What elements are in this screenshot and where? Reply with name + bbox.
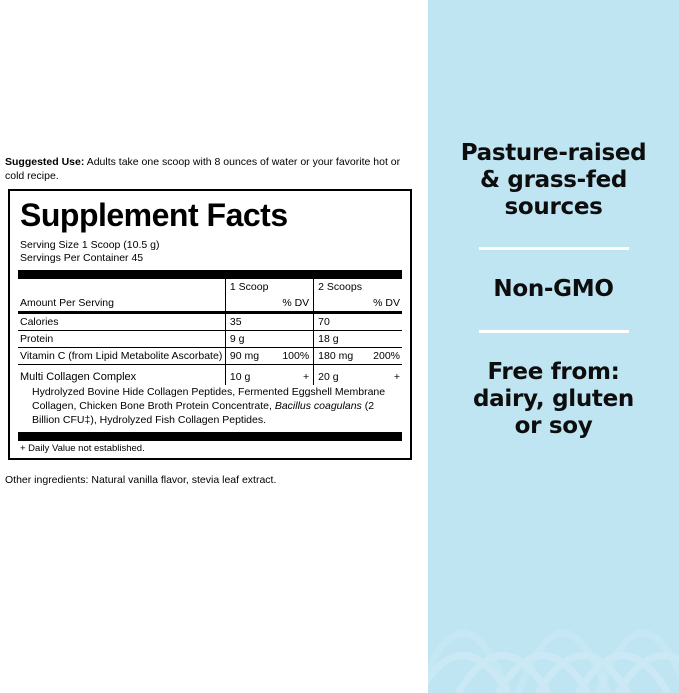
nutrient-dv-scoop1 bbox=[275, 330, 313, 347]
claim-3-line-1: Free from: bbox=[487, 358, 620, 385]
serving-size: Serving Size 1 Scoop (10.5 g) bbox=[20, 238, 160, 251]
empty-header-cell bbox=[18, 279, 225, 295]
claim-3-line-3: or soy bbox=[514, 412, 593, 439]
nutrient-name: Vitamin C (from Lipid Metabolite Ascorbate) bbox=[18, 347, 225, 364]
nutrient-dv-scoop1: 100% bbox=[275, 347, 313, 364]
claim-free-from bbox=[428, 359, 679, 440]
claims-divider-2 bbox=[479, 330, 629, 333]
scoop1-dv-header: % DV bbox=[275, 295, 313, 313]
table-scoop-header-row bbox=[18, 279, 402, 295]
divider-thick-bottom bbox=[18, 432, 402, 441]
nutrient-dv-scoop2: 200% bbox=[364, 347, 402, 364]
complex-ingredients-part1: Hydrolyzed Bovine Hide Collagen Peptides, Fermented Eggshell Membrane Collagen, Chicken Bone Broth Protein Concentrate, bbox=[32, 385, 386, 413]
nutrient-amount-scoop1: 90 mg bbox=[225, 347, 275, 364]
nutrient-dv-scoop1 bbox=[275, 312, 313, 330]
claims-content bbox=[428, 0, 679, 440]
complex-amount-scoop2: 20 g bbox=[314, 364, 364, 385]
claim-1-line-2: & grass-fed bbox=[479, 167, 628, 194]
claim-3-line-2: dairy, gluten bbox=[473, 385, 634, 412]
nutrient-name: Protein bbox=[18, 330, 225, 347]
daily-value-footnote: + Daily Value not established. bbox=[20, 443, 145, 455]
claim-non-gmo bbox=[428, 276, 679, 303]
claim-2-line-1: Non-GMO bbox=[493, 276, 614, 303]
scoop2-dv-header: % DV bbox=[364, 295, 402, 313]
scoop1-amount-header bbox=[225, 295, 275, 313]
servings-per-container: Servings Per Container 45 bbox=[20, 252, 144, 265]
nutrient-amount-scoop1: 35 bbox=[225, 312, 275, 330]
nutrition-table bbox=[18, 279, 402, 385]
nutrient-amount-scoop2: 18 g bbox=[314, 330, 364, 347]
supplement-facts-box bbox=[8, 189, 412, 460]
table-row bbox=[18, 312, 402, 330]
nutrient-amount-scoop2: 70 bbox=[314, 312, 364, 330]
decorative-wave-pattern bbox=[428, 573, 679, 693]
suggested-use-text bbox=[5, 155, 405, 183]
complex-ingredients-italic: Bacillus coagulans bbox=[274, 400, 362, 413]
nutrient-dv-scoop2 bbox=[364, 330, 402, 347]
nutrient-name: Calories bbox=[18, 312, 225, 330]
claims-panel bbox=[428, 0, 679, 693]
complex-dv-scoop2: + bbox=[393, 370, 400, 383]
nutrient-amount-scoop1: 9 g bbox=[225, 330, 275, 347]
complex-dv-scoop1: + bbox=[303, 370, 310, 383]
suggested-use-body: Adults take one scoop with 8 ounces of water or your favorite hot or cold recipe. bbox=[5, 156, 401, 183]
multi-collagen-complex-label: Multi Collagen Complex bbox=[20, 370, 137, 383]
suggested-use-label: Suggested Use: bbox=[5, 156, 85, 168]
other-ingredients-text: Other ingredients: Natural vanilla flavor, stevia leaf extract. bbox=[5, 474, 277, 486]
nutrient-amount-scoop2: 180 mg bbox=[314, 347, 364, 364]
scoop2-amount-header bbox=[314, 295, 364, 313]
supplement-facts-title: Supplement Facts bbox=[20, 197, 288, 233]
complex-ingredients-part2: (2 Billion CFU‡), Hydrolyzed Fish Collagen Peptides. bbox=[32, 400, 375, 427]
table-row bbox=[18, 347, 402, 364]
table-row bbox=[18, 330, 402, 347]
table-amount-header-row bbox=[18, 295, 402, 313]
claim-1-line-3: sources bbox=[504, 194, 603, 221]
scoop1-header: 1 Scoop bbox=[225, 279, 313, 295]
nutrient-dv-scoop2 bbox=[364, 312, 402, 330]
scoop2-header: 2 Scoops bbox=[314, 279, 402, 295]
multi-collagen-complex-row bbox=[18, 364, 402, 385]
claim-1-line-1: Pasture-raised bbox=[460, 140, 647, 166]
complex-ingredients-text bbox=[18, 385, 402, 428]
divider-thick-top bbox=[18, 270, 402, 279]
claim-pasture-raised bbox=[428, 140, 679, 221]
complex-amount-scoop1: 10 g bbox=[225, 364, 275, 385]
amount-per-serving-label: Amount Per Serving bbox=[18, 295, 225, 313]
claims-divider-1 bbox=[479, 247, 629, 250]
